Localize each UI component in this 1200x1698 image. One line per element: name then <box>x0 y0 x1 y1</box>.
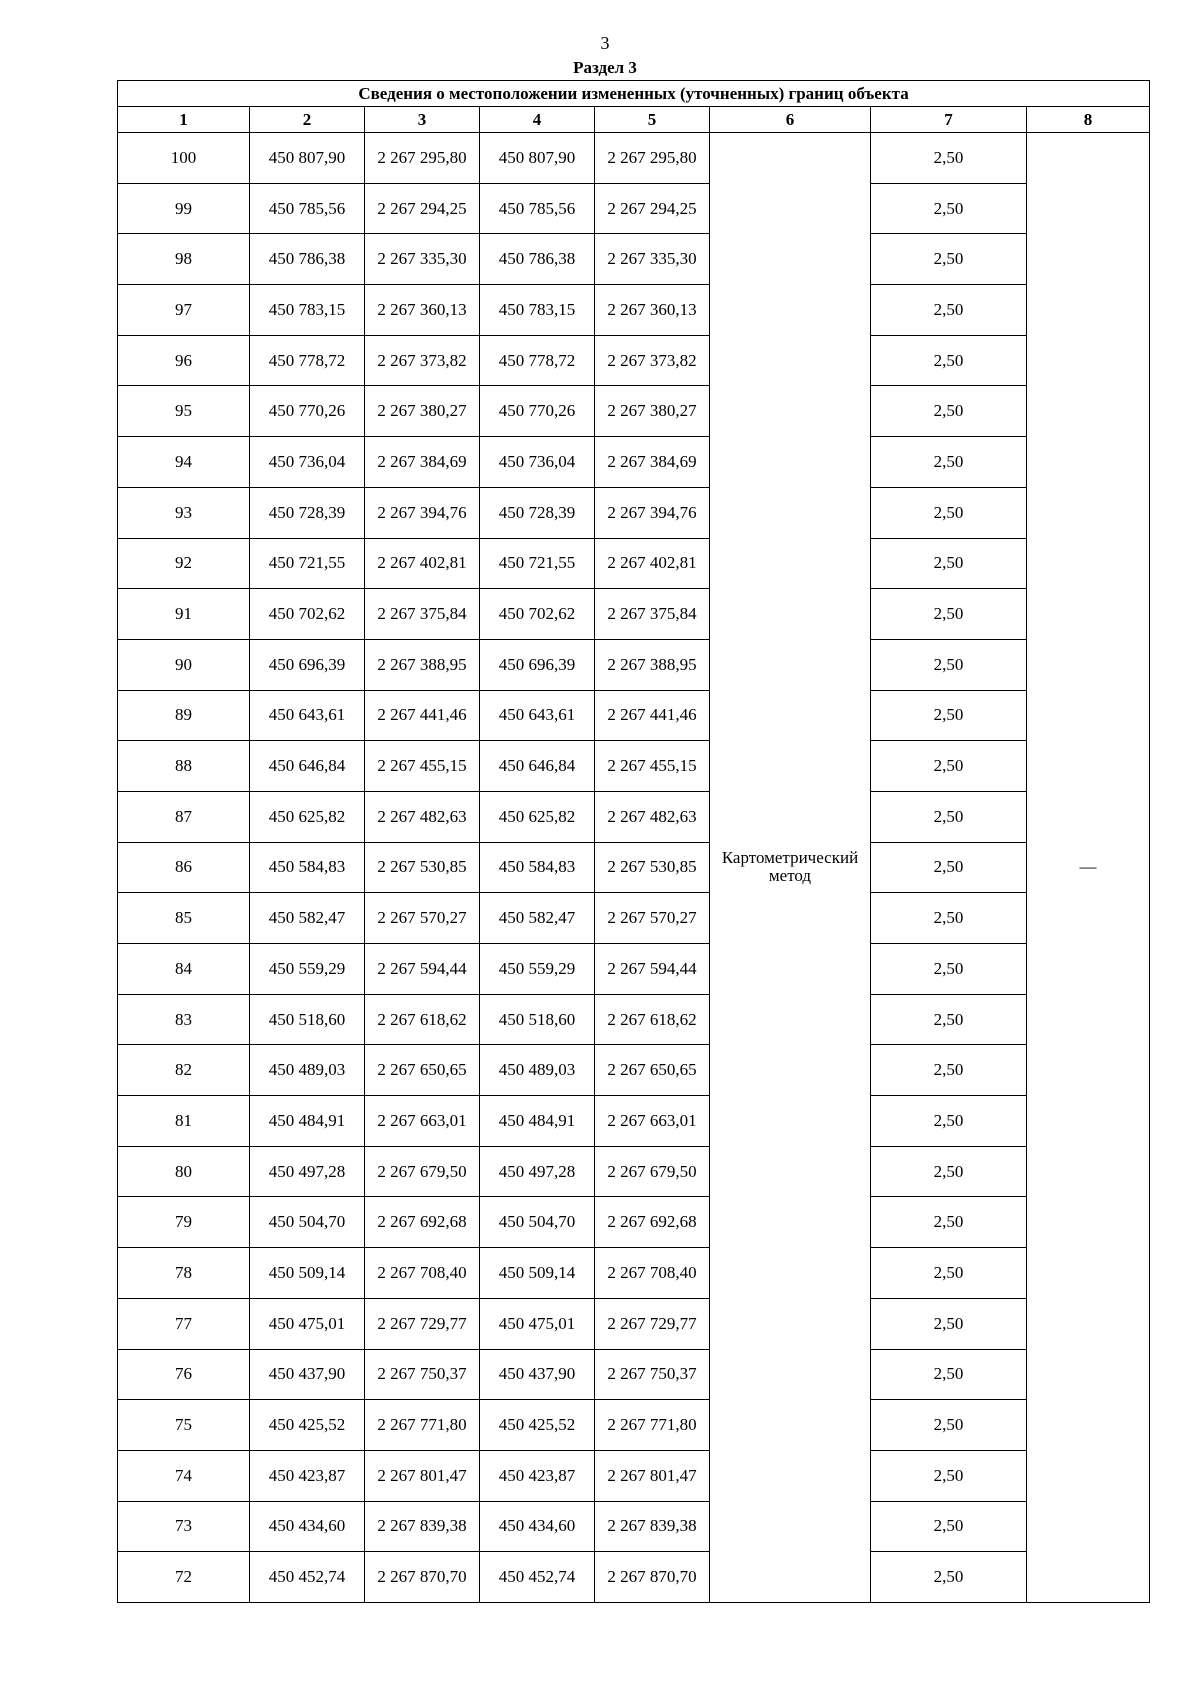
y-existing-cell: 2 267 839,38 <box>365 1501 480 1552</box>
y-refined-cell: 2 267 388,95 <box>595 639 710 690</box>
column-header: 3 <box>365 107 480 133</box>
section-title: Раздел 3 <box>573 58 637 77</box>
accuracy-cell: 2,50 <box>871 335 1027 386</box>
y-refined-cell: 2 267 750,37 <box>595 1349 710 1400</box>
point-number-cell: 90 <box>118 639 250 690</box>
table-row <box>118 386 1150 437</box>
x-existing-cell: 450 504,70 <box>250 1197 365 1248</box>
accuracy-cell: 2,50 <box>871 1096 1027 1147</box>
accuracy-cell: 2,50 <box>871 234 1027 285</box>
x-refined-cell: 450 778,72 <box>480 335 595 386</box>
x-refined-cell: 450 489,03 <box>480 1045 595 1096</box>
y-refined-cell: 2 267 375,84 <box>595 589 710 640</box>
point-number-cell: 82 <box>118 1045 250 1096</box>
x-refined-cell: 450 702,62 <box>480 589 595 640</box>
table-row <box>118 285 1150 336</box>
y-existing-cell: 2 267 570,27 <box>365 893 480 944</box>
point-number-cell: 75 <box>118 1400 250 1451</box>
y-refined-cell: 2 267 530,85 <box>595 842 710 893</box>
y-existing-cell: 2 267 708,40 <box>365 1248 480 1299</box>
x-existing-cell: 450 643,61 <box>250 690 365 741</box>
y-existing-cell: 2 267 729,77 <box>365 1298 480 1349</box>
column-header: 8 <box>1027 107 1150 133</box>
x-refined-cell: 450 504,70 <box>480 1197 595 1248</box>
y-existing-cell: 2 267 692,68 <box>365 1197 480 1248</box>
x-refined-cell: 450 736,04 <box>480 437 595 488</box>
accuracy-cell: 2,50 <box>871 1248 1027 1299</box>
table-row <box>118 690 1150 741</box>
y-refined-cell: 2 267 335,30 <box>595 234 710 285</box>
column-header-row <box>118 107 1150 133</box>
point-number-cell: 77 <box>118 1298 250 1349</box>
point-number-cell: 98 <box>118 234 250 285</box>
table-row <box>118 1349 1150 1400</box>
point-number-cell: 73 <box>118 1501 250 1552</box>
table-caption: Сведения о местоположении измененных (уточненных) границ объекта <box>118 81 1150 107</box>
x-refined-cell: 450 721,55 <box>480 538 595 589</box>
table-row <box>118 1552 1150 1603</box>
table-row <box>118 639 1150 690</box>
x-existing-cell: 450 625,82 <box>250 791 365 842</box>
y-existing-cell: 2 267 771,80 <box>365 1400 480 1451</box>
column-header: 7 <box>871 107 1027 133</box>
y-refined-cell: 2 267 650,65 <box>595 1045 710 1096</box>
table-row <box>118 335 1150 386</box>
point-number-cell: 76 <box>118 1349 250 1400</box>
y-existing-cell: 2 267 380,27 <box>365 386 480 437</box>
x-refined-cell: 450 423,87 <box>480 1450 595 1501</box>
x-existing-cell: 450 702,62 <box>250 589 365 640</box>
table-row <box>118 741 1150 792</box>
column-header: 1 <box>118 107 250 133</box>
x-refined-cell: 450 497,28 <box>480 1146 595 1197</box>
y-refined-cell: 2 267 570,27 <box>595 893 710 944</box>
y-existing-cell: 2 267 335,30 <box>365 234 480 285</box>
point-number-cell: 84 <box>118 944 250 995</box>
y-refined-cell: 2 267 482,63 <box>595 791 710 842</box>
y-refined-cell: 2 267 384,69 <box>595 437 710 488</box>
y-existing-cell: 2 267 750,37 <box>365 1349 480 1400</box>
table-row <box>118 791 1150 842</box>
x-existing-cell: 450 584,83 <box>250 842 365 893</box>
x-existing-cell: 450 437,90 <box>250 1349 365 1400</box>
x-refined-cell: 450 728,39 <box>480 487 595 538</box>
x-refined-cell: 450 643,61 <box>480 690 595 741</box>
x-existing-cell: 450 807,90 <box>250 133 365 184</box>
x-refined-cell: 450 437,90 <box>480 1349 595 1400</box>
x-existing-cell: 450 425,52 <box>250 1400 365 1451</box>
point-number-cell: 72 <box>118 1552 250 1603</box>
table-row <box>118 1045 1150 1096</box>
y-refined-cell: 2 267 692,68 <box>595 1197 710 1248</box>
y-refined-cell: 2 267 380,27 <box>595 386 710 437</box>
point-number-cell: 91 <box>118 589 250 640</box>
table-row <box>118 1501 1150 1552</box>
table-row <box>118 994 1150 1045</box>
y-refined-cell: 2 267 594,44 <box>595 944 710 995</box>
method-cell: Картометрический метод <box>710 133 871 1603</box>
x-existing-cell: 450 559,29 <box>250 944 365 995</box>
y-refined-cell: 2 267 360,13 <box>595 285 710 336</box>
y-refined-cell: 2 267 679,50 <box>595 1146 710 1197</box>
accuracy-cell: 2,50 <box>871 1450 1027 1501</box>
x-refined-cell: 450 434,60 <box>480 1501 595 1552</box>
point-number-cell: 78 <box>118 1248 250 1299</box>
x-refined-cell: 450 696,39 <box>480 639 595 690</box>
y-existing-cell: 2 267 482,63 <box>365 791 480 842</box>
y-existing-cell: 2 267 530,85 <box>365 842 480 893</box>
point-number-cell: 85 <box>118 893 250 944</box>
point-number-cell: 100 <box>118 133 250 184</box>
y-existing-cell: 2 267 663,01 <box>365 1096 480 1147</box>
accuracy-cell: 2,50 <box>871 1501 1027 1552</box>
x-refined-cell: 450 509,14 <box>480 1248 595 1299</box>
table-row <box>118 234 1150 285</box>
accuracy-cell: 2,50 <box>871 944 1027 995</box>
x-existing-cell: 450 696,39 <box>250 639 365 690</box>
table-row <box>118 1450 1150 1501</box>
x-existing-cell: 450 509,14 <box>250 1248 365 1299</box>
x-refined-cell: 450 475,01 <box>480 1298 595 1349</box>
y-refined-cell: 2 267 801,47 <box>595 1450 710 1501</box>
y-existing-cell: 2 267 294,25 <box>365 183 480 234</box>
x-existing-cell: 450 452,74 <box>250 1552 365 1603</box>
x-refined-cell: 450 582,47 <box>480 893 595 944</box>
table-row <box>118 589 1150 640</box>
point-number-cell: 87 <box>118 791 250 842</box>
page-number: 3 <box>600 33 610 53</box>
x-refined-cell: 450 786,38 <box>480 234 595 285</box>
x-existing-cell: 450 423,87 <box>250 1450 365 1501</box>
table-row <box>118 1298 1150 1349</box>
accuracy-cell: 2,50 <box>871 994 1027 1045</box>
point-number-cell: 99 <box>118 183 250 234</box>
y-existing-cell: 2 267 594,44 <box>365 944 480 995</box>
point-number-cell: 89 <box>118 690 250 741</box>
accuracy-cell: 2,50 <box>871 1349 1027 1400</box>
x-refined-cell: 450 452,74 <box>480 1552 595 1603</box>
y-refined-cell: 2 267 294,25 <box>595 183 710 234</box>
x-existing-cell: 450 783,15 <box>250 285 365 336</box>
x-existing-cell: 450 518,60 <box>250 994 365 1045</box>
y-existing-cell: 2 267 441,46 <box>365 690 480 741</box>
y-refined-cell: 2 267 708,40 <box>595 1248 710 1299</box>
y-existing-cell: 2 267 373,82 <box>365 335 480 386</box>
y-existing-cell: 2 267 375,84 <box>365 589 480 640</box>
y-refined-cell: 2 267 729,77 <box>595 1298 710 1349</box>
x-existing-cell: 450 434,60 <box>250 1501 365 1552</box>
accuracy-cell: 2,50 <box>871 842 1027 893</box>
column-header: 6 <box>710 107 871 133</box>
accuracy-cell: 2,50 <box>871 133 1027 184</box>
accuracy-cell: 2,50 <box>871 183 1027 234</box>
y-existing-cell: 2 267 679,50 <box>365 1146 480 1197</box>
table-row <box>118 944 1150 995</box>
table-row <box>118 1146 1150 1197</box>
x-existing-cell: 450 770,26 <box>250 386 365 437</box>
y-refined-cell: 2 267 839,38 <box>595 1501 710 1552</box>
x-refined-cell: 450 785,56 <box>480 183 595 234</box>
accuracy-cell: 2,50 <box>871 487 1027 538</box>
y-refined-cell: 2 267 618,62 <box>595 994 710 1045</box>
y-refined-cell: 2 267 295,80 <box>595 133 710 184</box>
coordinates-table <box>117 80 1150 1603</box>
table-row <box>118 183 1150 234</box>
point-number-cell: 83 <box>118 994 250 1045</box>
table-row <box>118 1400 1150 1451</box>
y-existing-cell: 2 267 870,70 <box>365 1552 480 1603</box>
point-number-cell: 92 <box>118 538 250 589</box>
x-existing-cell: 450 475,01 <box>250 1298 365 1349</box>
table-row <box>118 842 1150 893</box>
x-refined-cell: 450 584,83 <box>480 842 595 893</box>
y-refined-cell: 2 267 771,80 <box>595 1400 710 1451</box>
x-existing-cell: 450 721,55 <box>250 538 365 589</box>
accuracy-cell: 2,50 <box>871 538 1027 589</box>
x-existing-cell: 450 497,28 <box>250 1146 365 1197</box>
x-refined-cell: 450 484,91 <box>480 1096 595 1147</box>
y-existing-cell: 2 267 295,80 <box>365 133 480 184</box>
x-refined-cell: 450 518,60 <box>480 994 595 1045</box>
point-number-cell: 88 <box>118 741 250 792</box>
accuracy-cell: 2,50 <box>871 589 1027 640</box>
accuracy-cell: 2,50 <box>871 1552 1027 1603</box>
x-refined-cell: 450 625,82 <box>480 791 595 842</box>
accuracy-cell: 2,50 <box>871 893 1027 944</box>
x-existing-cell: 450 778,72 <box>250 335 365 386</box>
point-number-cell: 79 <box>118 1197 250 1248</box>
x-existing-cell: 450 785,56 <box>250 183 365 234</box>
point-number-cell: 81 <box>118 1096 250 1147</box>
table-row <box>118 1197 1150 1248</box>
point-number-cell: 93 <box>118 487 250 538</box>
x-existing-cell: 450 786,38 <box>250 234 365 285</box>
y-existing-cell: 2 267 388,95 <box>365 639 480 690</box>
point-number-cell: 74 <box>118 1450 250 1501</box>
y-existing-cell: 2 267 360,13 <box>365 285 480 336</box>
accuracy-cell: 2,50 <box>871 1400 1027 1451</box>
y-existing-cell: 2 267 455,15 <box>365 741 480 792</box>
point-number-cell: 95 <box>118 386 250 437</box>
x-existing-cell: 450 489,03 <box>250 1045 365 1096</box>
table-row <box>118 1248 1150 1299</box>
y-existing-cell: 2 267 384,69 <box>365 437 480 488</box>
table-row <box>118 133 1150 184</box>
accuracy-cell: 2,50 <box>871 791 1027 842</box>
x-refined-cell: 450 807,90 <box>480 133 595 184</box>
y-refined-cell: 2 267 441,46 <box>595 690 710 741</box>
table-body <box>118 133 1150 1603</box>
point-number-cell: 94 <box>118 437 250 488</box>
accuracy-cell: 2,50 <box>871 1298 1027 1349</box>
accuracy-cell: 2,50 <box>871 1045 1027 1096</box>
table-row <box>118 487 1150 538</box>
x-existing-cell: 450 582,47 <box>250 893 365 944</box>
y-refined-cell: 2 267 394,76 <box>595 487 710 538</box>
x-refined-cell: 450 425,52 <box>480 1400 595 1451</box>
x-existing-cell: 450 736,04 <box>250 437 365 488</box>
description-cell: — <box>1027 133 1150 1603</box>
accuracy-cell: 2,50 <box>871 386 1027 437</box>
y-existing-cell: 2 267 402,81 <box>365 538 480 589</box>
x-existing-cell: 450 646,84 <box>250 741 365 792</box>
accuracy-cell: 2,50 <box>871 1197 1027 1248</box>
y-existing-cell: 2 267 394,76 <box>365 487 480 538</box>
table-row <box>118 437 1150 488</box>
point-number-cell: 96 <box>118 335 250 386</box>
table-row <box>118 538 1150 589</box>
y-existing-cell: 2 267 618,62 <box>365 994 480 1045</box>
column-header: 4 <box>480 107 595 133</box>
point-number-cell: 86 <box>118 842 250 893</box>
accuracy-cell: 2,50 <box>871 1146 1027 1197</box>
x-existing-cell: 450 484,91 <box>250 1096 365 1147</box>
x-refined-cell: 450 783,15 <box>480 285 595 336</box>
x-refined-cell: 450 559,29 <box>480 944 595 995</box>
accuracy-cell: 2,50 <box>871 639 1027 690</box>
column-header: 5 <box>595 107 710 133</box>
x-refined-cell: 450 770,26 <box>480 386 595 437</box>
point-number-cell: 97 <box>118 285 250 336</box>
column-header: 2 <box>250 107 365 133</box>
accuracy-cell: 2,50 <box>871 437 1027 488</box>
x-existing-cell: 450 728,39 <box>250 487 365 538</box>
accuracy-cell: 2,50 <box>871 741 1027 792</box>
table-row <box>118 893 1150 944</box>
table-row <box>118 1096 1150 1147</box>
y-refined-cell: 2 267 870,70 <box>595 1552 710 1603</box>
y-existing-cell: 2 267 650,65 <box>365 1045 480 1096</box>
accuracy-cell: 2,50 <box>871 285 1027 336</box>
point-number-cell: 80 <box>118 1146 250 1197</box>
accuracy-cell: 2,50 <box>871 690 1027 741</box>
y-refined-cell: 2 267 455,15 <box>595 741 710 792</box>
y-existing-cell: 2 267 801,47 <box>365 1450 480 1501</box>
y-refined-cell: 2 267 373,82 <box>595 335 710 386</box>
y-refined-cell: 2 267 663,01 <box>595 1096 710 1147</box>
y-refined-cell: 2 267 402,81 <box>595 538 710 589</box>
x-refined-cell: 450 646,84 <box>480 741 595 792</box>
